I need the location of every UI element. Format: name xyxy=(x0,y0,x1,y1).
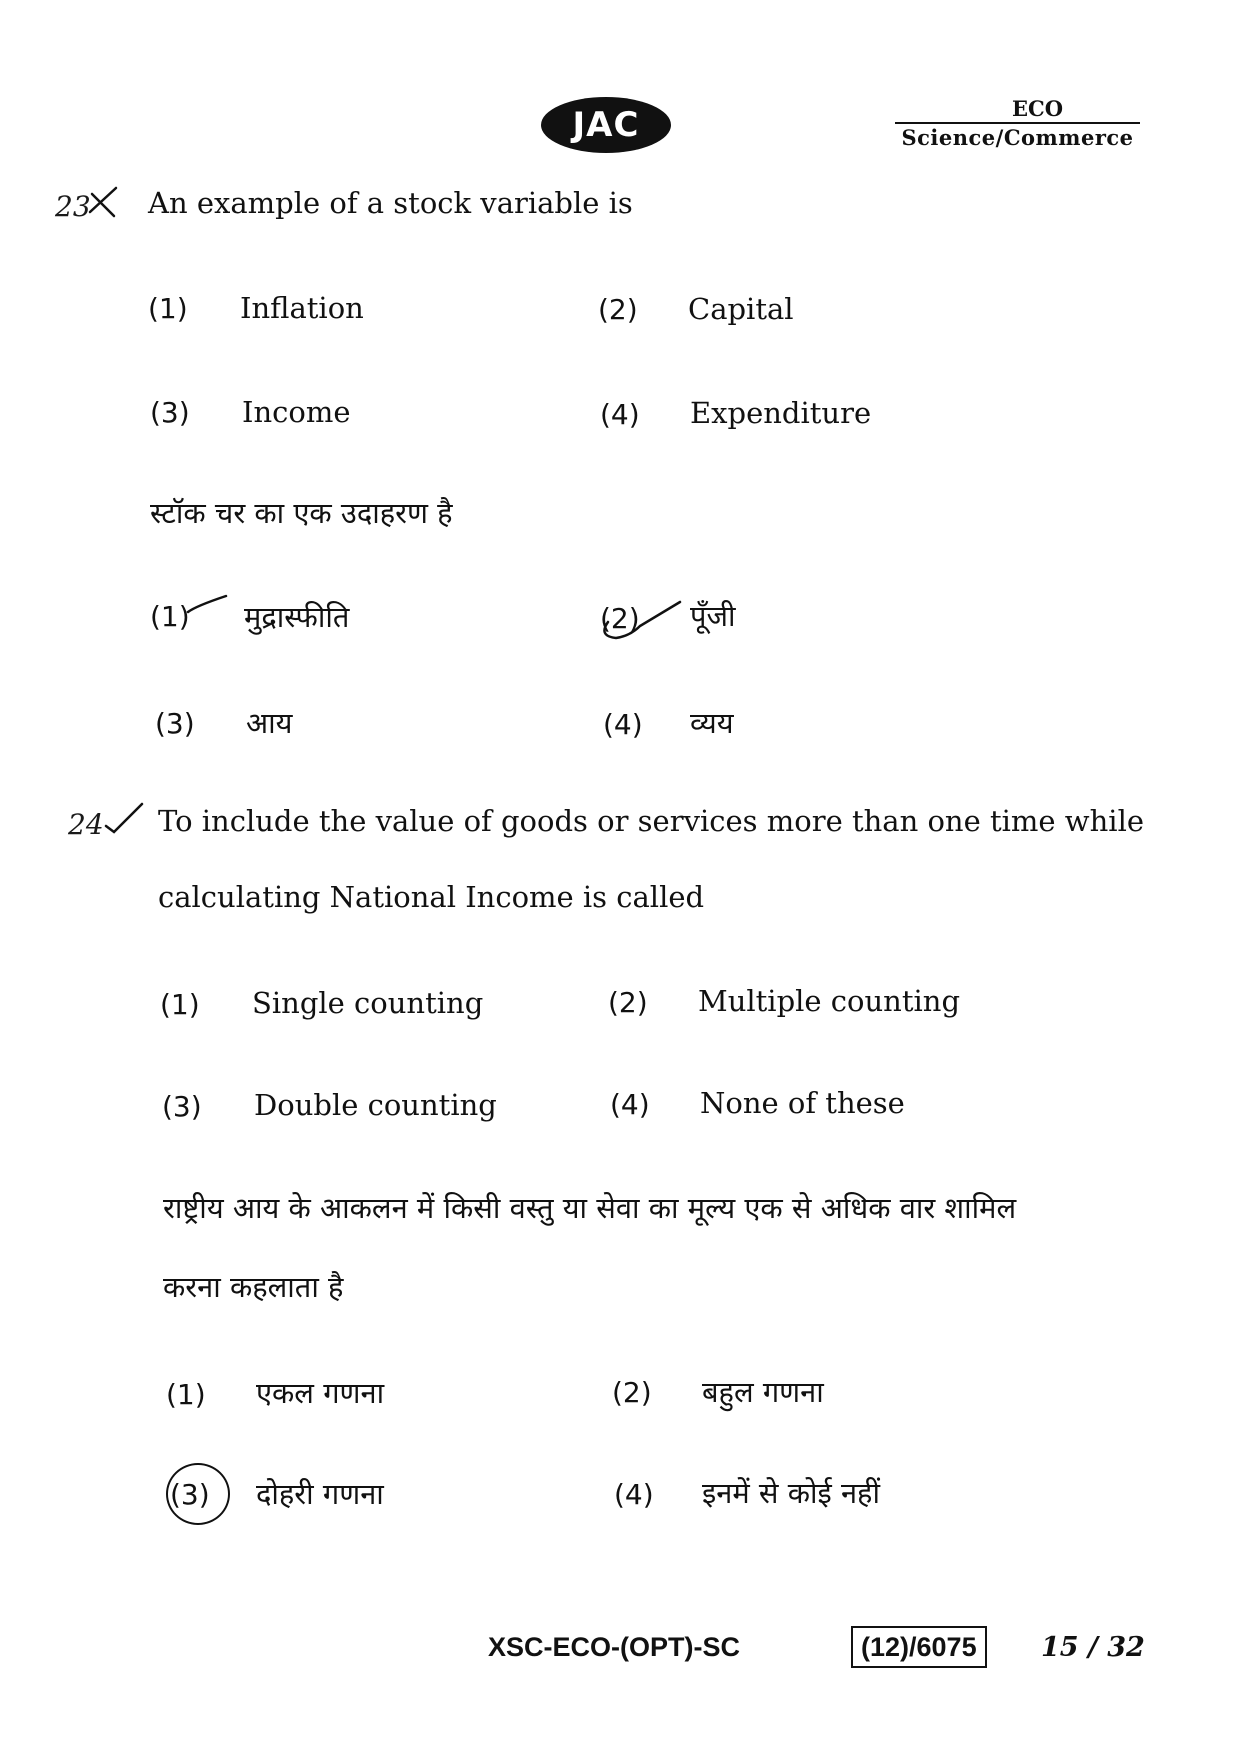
set-code: (12)/6075 xyxy=(851,1626,987,1668)
q24-option-2-number: (2) xyxy=(608,986,648,1019)
tick-mark-icon xyxy=(186,592,230,618)
q23-option-3-text: Income xyxy=(242,395,351,429)
question-24-number: 24 xyxy=(68,808,104,841)
q24-option-4-number: (4) xyxy=(610,1088,650,1121)
q24-hi-option-4-text: इनमें से कोई नहीं xyxy=(702,1476,880,1510)
q24-option-4-text: None of these xyxy=(700,1086,905,1120)
q24-hi-option-2-number: (2) xyxy=(612,1376,652,1409)
subject-header xyxy=(895,96,1140,152)
q23-hi-option-1-text: मुद्रास्फीति xyxy=(244,600,350,634)
q23-hi-option-3-number: (3) xyxy=(155,707,195,740)
q24-option-2-text: Multiple counting xyxy=(698,984,961,1018)
cross-mark-icon xyxy=(86,182,120,222)
q24-hi-option-3-number: (3) xyxy=(170,1478,210,1511)
q23-hi-option-2-number: (2) xyxy=(600,602,640,635)
stream-label: Science/Commerce xyxy=(901,125,1134,150)
q23-hi-option-1-number: (1) xyxy=(150,600,190,633)
q24-option-1-text: Single counting xyxy=(252,986,484,1020)
q23-option-3-number: (3) xyxy=(150,396,190,429)
question-24-text-hi-line-2: करना कहलाता है xyxy=(163,1270,344,1304)
q24-hi-option-2-text: बहुल गणना xyxy=(702,1375,824,1409)
q24-hi-option-3-text: दोहरी गणना xyxy=(256,1477,384,1511)
q23-hi-option-4-text: व्यय xyxy=(690,706,734,740)
q23-option-1-text: Inflation xyxy=(240,291,364,325)
q24-hi-option-1-number: (1) xyxy=(166,1378,206,1411)
question-23-text-hi: स्टॉक चर का एक उदाहरण है xyxy=(150,496,453,530)
q23-hi-option-4-number: (4) xyxy=(603,708,643,741)
question-24-text-en-line-1: To include the value of goods or services more than one time while xyxy=(158,804,1144,838)
q24-option-3-number: (3) xyxy=(162,1090,202,1123)
subject-code: ECO xyxy=(895,96,1140,124)
tick-mark-icon xyxy=(104,800,144,836)
q23-hi-option-2-text: पूँजी xyxy=(690,599,736,633)
question-23-text-en: An example of a stock variable is xyxy=(148,186,633,220)
page-number: 15 / 32 xyxy=(1041,1632,1145,1663)
q23-option-2-text: Capital xyxy=(688,292,794,326)
q23-option-4-text: Expenditure xyxy=(690,396,872,430)
jac-logo: JAC xyxy=(541,97,671,153)
q24-hi-option-4-number: (4) xyxy=(614,1478,654,1511)
q23-option-1-number: (1) xyxy=(148,292,188,325)
tick-mark-icon xyxy=(596,596,686,642)
q23-option-4-number: (4) xyxy=(600,398,640,431)
q23-option-2-number: (2) xyxy=(598,293,638,326)
q23-hi-option-3-text: आय xyxy=(246,706,293,740)
q24-option-1-number: (1) xyxy=(160,988,200,1021)
q24-option-3-text: Double counting xyxy=(254,1088,497,1122)
paper-code: XSC-ECO-(OPT)-SC xyxy=(488,1632,740,1662)
question-24-text-en-line-2: calculating National Income is called xyxy=(158,880,705,914)
question-24-text-hi-line-1: राष्ट्रीय आय के आकलन में किसी वस्तु या सेवा का मूल्य एक से अधिक वार शामिल xyxy=(163,1191,1017,1225)
q24-hi-option-1-text: एकल गणना xyxy=(256,1376,385,1410)
question-23-number: 23 xyxy=(55,190,91,223)
